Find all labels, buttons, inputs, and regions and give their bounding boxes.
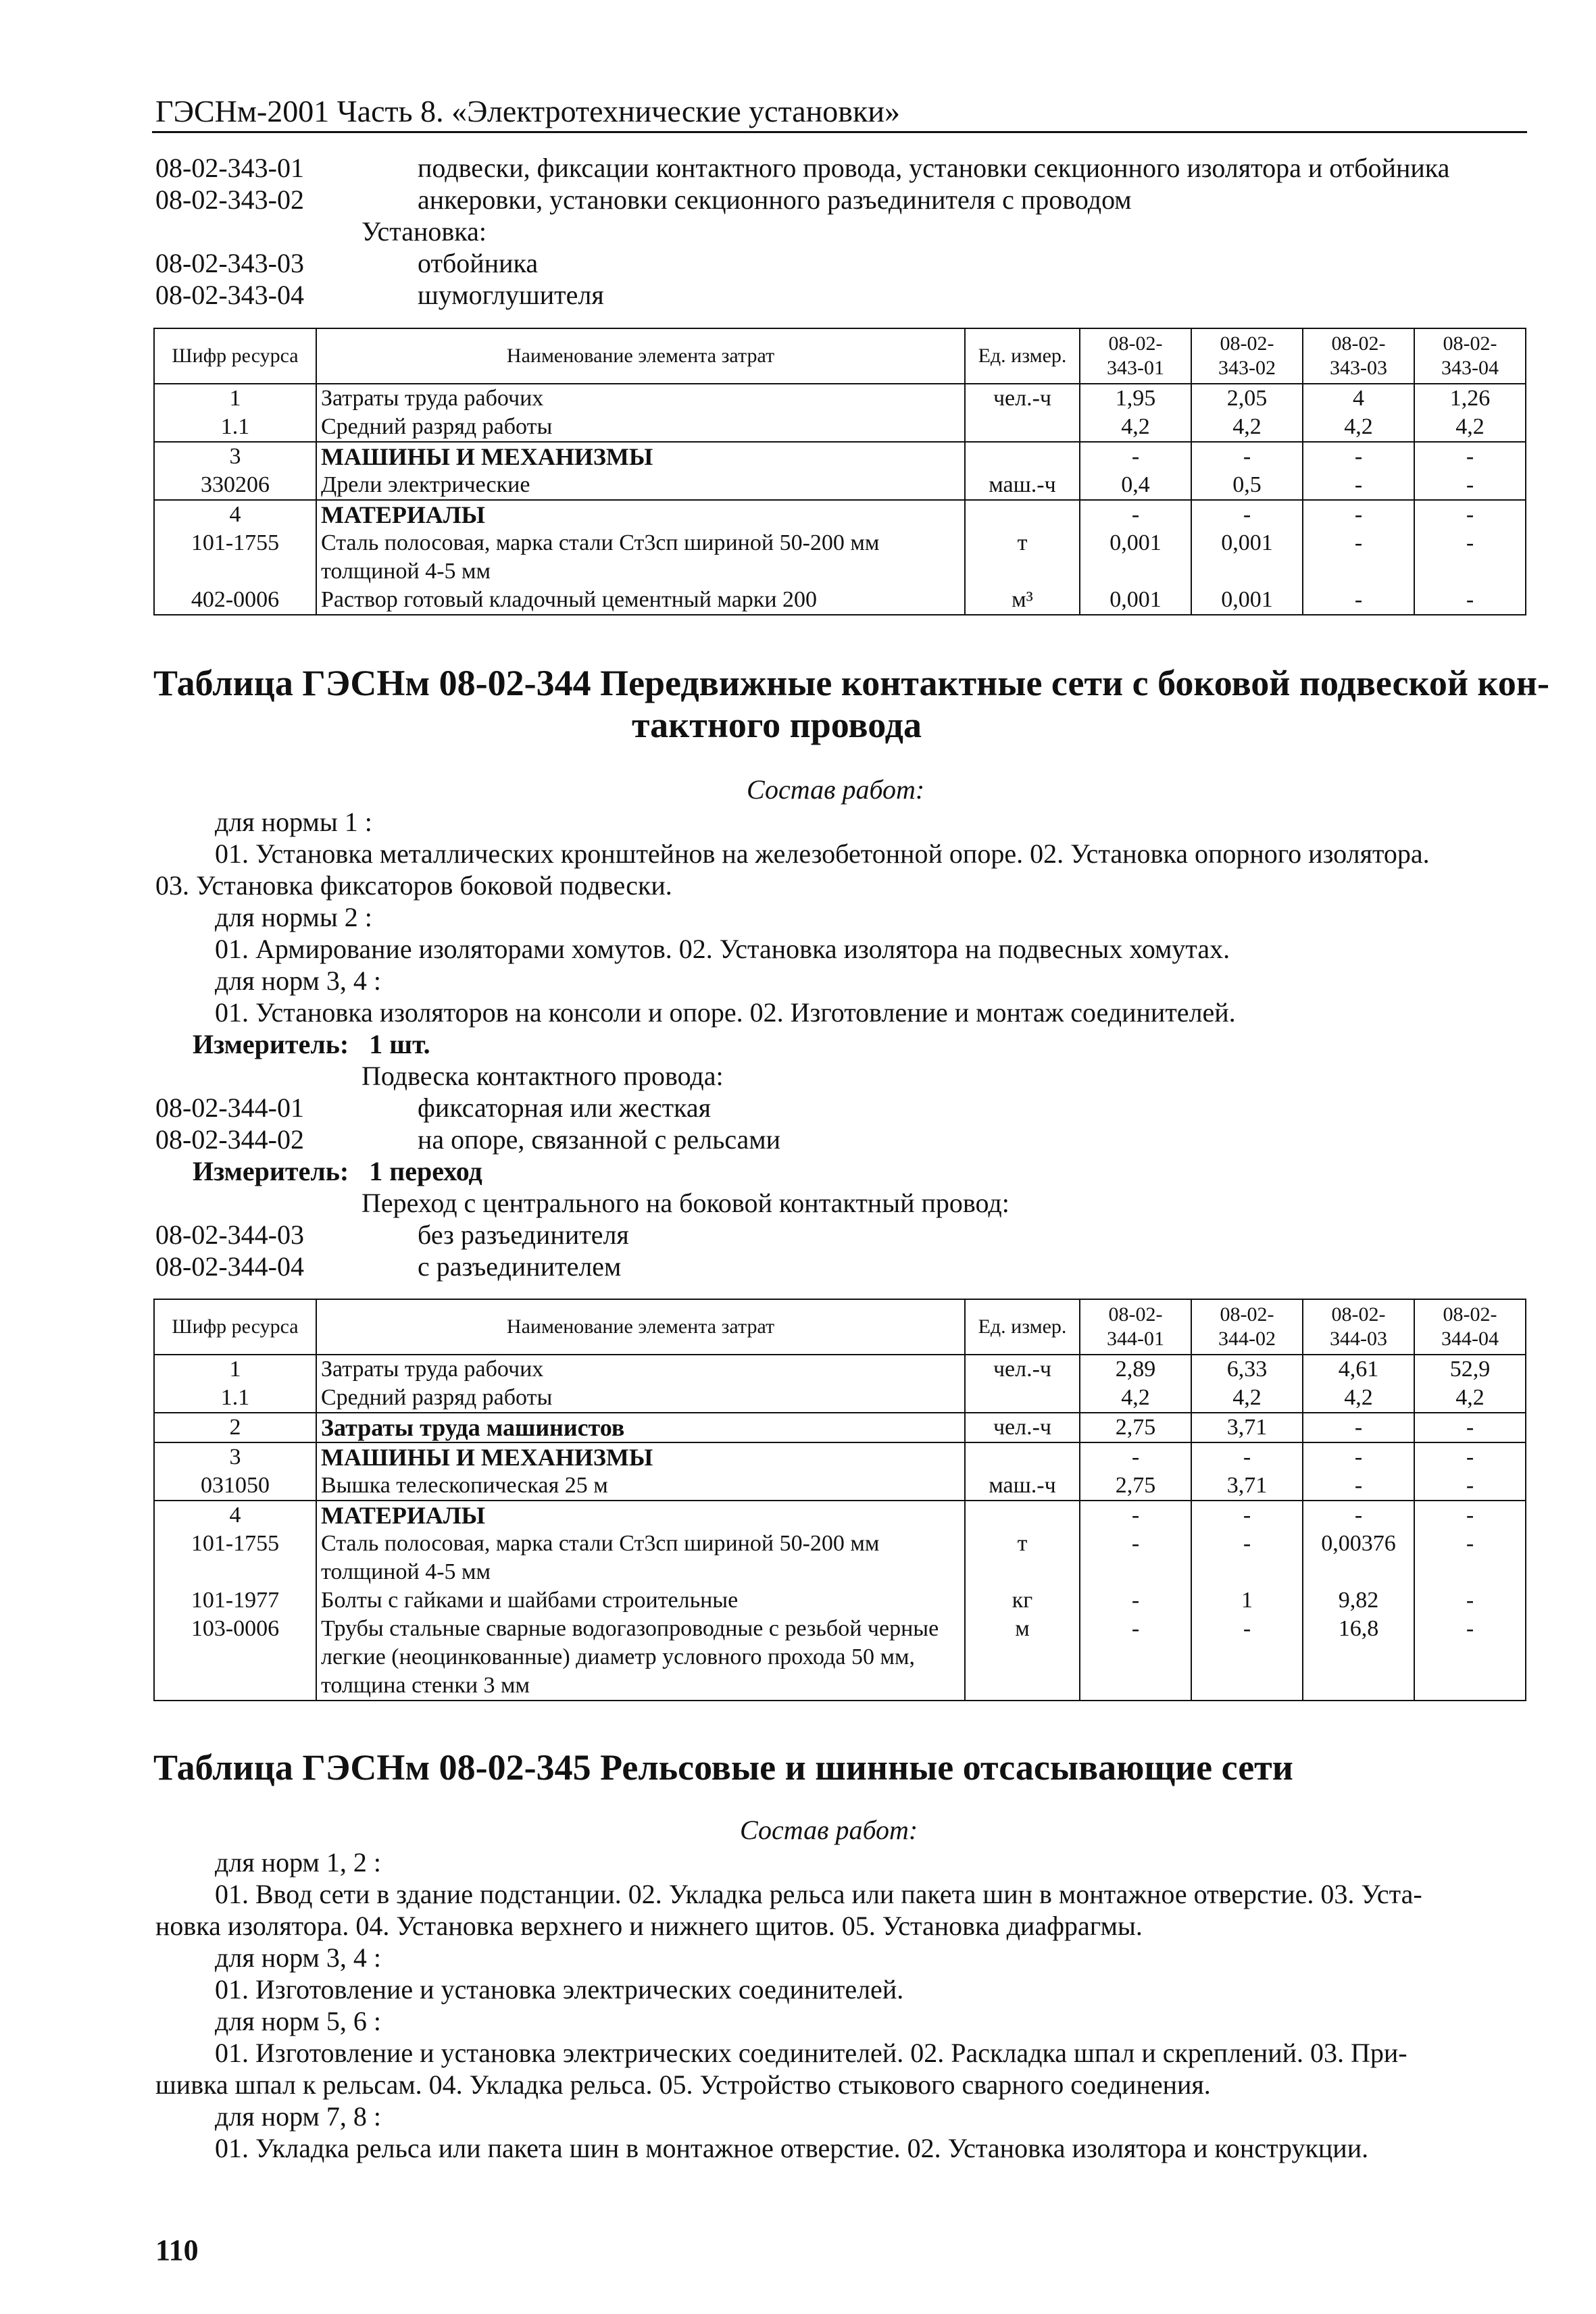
works-line: 01. Армирование изоляторами хомутов. 02. Установка изолятора на подвесных хомутах.	[215, 934, 1230, 964]
works-line: 01. Изготовление и установка электрических соединителей.	[215, 1974, 904, 2005]
cell-name: Затраты труда рабочих	[316, 384, 965, 413]
cell-norm-4: -	[1414, 442, 1526, 471]
table-title-344-line1: Таблица ГЭСНм 08-02-344 Передвижные контактные сети с боковой подвеской кон-	[153, 663, 1550, 703]
meter-label: Измеритель: 1 шт.	[193, 1029, 430, 1059]
cell-norm-2: -	[1191, 1442, 1303, 1472]
cell-code: 1.1	[154, 413, 316, 442]
cell-code: 1	[154, 1355, 316, 1384]
cell-norm-3: -	[1303, 1472, 1414, 1501]
col-header-code: Шифр ресурса	[154, 328, 316, 384]
cell-name: Раствор готовый кладочный цементный марки 200	[316, 586, 965, 615]
cell-norm-3: -	[1303, 1501, 1414, 1530]
cell-norm-3: 0,00376	[1303, 1530, 1414, 1586]
cell-norm-1: 0,001	[1080, 529, 1191, 586]
table-row	[154, 1501, 1526, 1530]
resource-table-344	[153, 1299, 1526, 1701]
col-header-unit: Ед. измер.	[965, 328, 1080, 384]
norm-description: с разъединителем	[418, 1251, 622, 1282]
table-row	[154, 1586, 1526, 1615]
cell-norm-1: -	[1080, 442, 1191, 471]
cell-norm-3: 4,2	[1303, 1384, 1414, 1413]
norm-description: отбойника	[418, 248, 539, 278]
col-header-unit: Ед. измер.	[965, 1299, 1080, 1355]
works-line: 01. Укладка рельса или пакета шин в монтажное отверстие. 02. Установка изолятора и конструкции.	[215, 2133, 1369, 2163]
cell-name: Средний разряд работы	[316, 1384, 965, 1413]
resource-table-343	[153, 328, 1526, 615]
cell-name: Сталь полосовая, марка стали Ст3сп шириной 50-200 мм толщиной 4-5 мм	[316, 529, 965, 586]
cell-norm-1: -	[1080, 1530, 1191, 1586]
table-row	[154, 1615, 1526, 1701]
cell-unit	[965, 442, 1080, 471]
cell-code: 1	[154, 384, 316, 413]
cell-unit	[965, 500, 1080, 529]
cell-norm-1: 4,2	[1080, 413, 1191, 442]
cell-norm-4: -	[1414, 1472, 1526, 1501]
table-title-344-line2: тактного провода	[632, 705, 922, 745]
norm-code: 08-02-343-01	[155, 153, 304, 183]
works-line: 01. Ввод сети в здание подстанции. 02. Укладка рельса или пакета шин в монтажное отверстие. 03. Уста-	[215, 1879, 1422, 1909]
norm-code: 08-02-344-02	[155, 1124, 304, 1155]
works-line: 01. Изготовление и установка электрических соединителей. 02. Раскладка шпал и скреплений. 03. При-	[215, 2038, 1407, 2068]
cell-unit	[965, 1501, 1080, 1530]
table-row	[154, 1530, 1526, 1586]
col-header-norm: 08-02- 343-03	[1303, 328, 1414, 384]
cell-unit	[965, 1442, 1080, 1472]
cell-unit: кг	[965, 1586, 1080, 1615]
norm-code: 08-02-343-04	[155, 280, 304, 310]
works-line: для норм 7, 8 :	[215, 2101, 381, 2132]
meter-label: Измеритель: 1 переход	[193, 1156, 482, 1186]
norm-code: 08-02-344-01	[155, 1092, 304, 1123]
cell-name: МАТЕРИАЛЫ	[316, 500, 965, 529]
cell-norm-3: -	[1303, 442, 1414, 471]
header-rule	[152, 131, 1527, 133]
col-header-norm: 08-02- 344-03	[1303, 1299, 1414, 1355]
cell-norm-2: -	[1191, 1615, 1303, 1701]
cell-code: 4	[154, 500, 316, 529]
cell-code: 103-0006	[154, 1615, 316, 1701]
table-row	[154, 1472, 1526, 1501]
cell-name: Затраты труда машинистов	[316, 1413, 965, 1442]
cell-unit: маш.-ч	[965, 1472, 1080, 1501]
cell-norm-4: -	[1414, 586, 1526, 615]
composition-label: Состав работ:	[747, 774, 925, 805]
cell-name: Трубы стальные сварные водогазопроводные с резьбой черные легкие (неоцинкованные) диаметр условного прохода 50 мм, толщина стенки 3 мм	[316, 1615, 965, 1701]
cell-norm-2: -	[1191, 442, 1303, 471]
cell-norm-4: -	[1414, 1442, 1526, 1472]
table-row	[154, 1442, 1526, 1472]
norm-description: шумоглушителя	[418, 280, 604, 310]
cell-norm-2: 0,001	[1191, 529, 1303, 586]
cell-norm-4: -	[1414, 471, 1526, 500]
norm-code: 08-02-344-04	[155, 1251, 304, 1282]
cell-code: 031050	[154, 1472, 316, 1501]
page-number: 110	[155, 2234, 199, 2267]
cell-name: Затраты труда рабочих	[316, 1355, 965, 1384]
cell-norm-4: 52,9	[1414, 1355, 1526, 1384]
cell-unit: м³	[965, 586, 1080, 615]
table-title-345: Таблица ГЭСНм 08-02-345 Рельсовые и шинные отсасывающие сети	[153, 1747, 1293, 1788]
norm-code: 08-02-343-03	[155, 248, 304, 278]
cell-norm-4: -	[1414, 1530, 1526, 1586]
cell-norm-1: -	[1080, 1501, 1191, 1530]
composition-label: Состав работ:	[740, 1815, 918, 1845]
cell-name: Болты с гайками и шайбами строительные	[316, 1586, 965, 1615]
cell-norm-1: 2,75	[1080, 1413, 1191, 1442]
cell-norm-2: 3,71	[1191, 1413, 1303, 1442]
cell-code: 101-1977	[154, 1586, 316, 1615]
cell-name: Средний разряд работы	[316, 413, 965, 442]
running-header: ГЭСНм-2001 Часть 8. «Электротехнические установки»	[155, 94, 900, 128]
cell-name: Сталь полосовая, марка стали Ст3сп шириной 50-200 мм толщиной 4-5 мм	[316, 1530, 965, 1586]
cell-norm-3: 4,2	[1303, 413, 1414, 442]
cell-norm-3: 4	[1303, 384, 1414, 413]
cell-norm-3: -	[1303, 586, 1414, 615]
works-line: для норм 1, 2 :	[215, 1847, 381, 1878]
col-header-norm: 08-02- 344-04	[1414, 1299, 1526, 1355]
cell-norm-3: 4,61	[1303, 1355, 1414, 1384]
table-row	[154, 529, 1526, 586]
table-header-row	[154, 1299, 1526, 1355]
cell-norm-3: -	[1303, 500, 1414, 529]
cell-norm-2: -	[1191, 1530, 1303, 1586]
works-line: 01. Установка изоляторов на консоли и опоре. 02. Изготовление и монтаж соединителей.	[215, 997, 1236, 1028]
cell-norm-2: 6,33	[1191, 1355, 1303, 1384]
cell-norm-4: 4,2	[1414, 1384, 1526, 1413]
norm-description: на опоре, связанной с рельсами	[418, 1124, 781, 1155]
cell-unit: чел.-ч	[965, 1413, 1080, 1442]
cell-code: 2	[154, 1413, 316, 1442]
cell-code: 101-1755	[154, 529, 316, 586]
cell-unit: маш.-ч	[965, 471, 1080, 500]
cell-norm-1: 4,2	[1080, 1384, 1191, 1413]
cell-unit: т	[965, 1530, 1080, 1586]
table-row	[154, 1355, 1526, 1384]
cell-norm-1: -	[1080, 1586, 1191, 1615]
cell-unit: чел.-ч	[965, 384, 1080, 413]
col-header-norm: 08-02- 343-02	[1191, 328, 1303, 384]
cell-norm-1: 1,95	[1080, 384, 1191, 413]
cell-norm-1: 2,89	[1080, 1355, 1191, 1384]
cell-norm-2: 0,001	[1191, 586, 1303, 615]
works-line: 03. Установка фиксаторов боковой подвески.	[155, 870, 672, 901]
cell-norm-1: -	[1080, 1615, 1191, 1701]
cell-code: 3	[154, 1442, 316, 1472]
norm-description: анкеровки, установки секционного разъединителя с проводом	[418, 184, 1132, 215]
cell-norm-3: -	[1303, 1442, 1414, 1472]
cell-norm-1: 0,001	[1080, 586, 1191, 615]
cell-norm-4: 4,2	[1414, 413, 1526, 442]
works-line: новка изолятора. 04. Установка верхнего и нижнего щитов. 05. Установка диафрагмы.	[155, 1911, 1143, 1941]
table-row	[154, 471, 1526, 500]
works-line: для норм 3, 4 :	[215, 965, 381, 996]
cell-norm-1: 0,4	[1080, 471, 1191, 500]
cell-norm-4: -	[1414, 1615, 1526, 1701]
cell-norm-3: -	[1303, 471, 1414, 500]
norm-code: 08-02-343-02	[155, 184, 304, 215]
cell-norm-3: -	[1303, 1413, 1414, 1442]
cell-name: МАТЕРИАЛЫ	[316, 1501, 965, 1530]
works-line: для норм 5, 6 :	[215, 2006, 381, 2036]
cell-name: МАШИНЫ И МЕХАНИЗМЫ	[316, 442, 965, 471]
norm-subheading: Переход с центрального на боковой контактный провод:	[361, 1188, 1009, 1218]
table-row	[154, 500, 1526, 529]
cell-norm-2: 2,05	[1191, 384, 1303, 413]
cell-code: 101-1755	[154, 1530, 316, 1586]
col-header-name: Наименование элемента затрат	[316, 1299, 965, 1355]
cell-code: 1.1	[154, 1384, 316, 1413]
norm-description: без разъединителя	[418, 1219, 629, 1250]
cell-norm-4: -	[1414, 1413, 1526, 1442]
works-line: для норм 3, 4 :	[215, 1942, 381, 1973]
norm-subheading: Установка:	[361, 216, 487, 247]
col-header-norm: 08-02- 343-01	[1080, 328, 1191, 384]
table-row	[154, 384, 1526, 413]
cell-name: Вышка телескопическая 25 м	[316, 1472, 965, 1501]
table-row	[154, 442, 1526, 471]
cell-unit	[965, 413, 1080, 442]
table-header-row	[154, 328, 1526, 384]
norm-subheading: Подвеска контактного провода:	[361, 1061, 724, 1091]
cell-norm-3: 16,8	[1303, 1615, 1414, 1701]
cell-unit: м	[965, 1615, 1080, 1701]
cell-code: 3	[154, 442, 316, 471]
cell-norm-3: -	[1303, 529, 1414, 586]
cell-norm-4: 1,26	[1414, 384, 1526, 413]
col-header-name: Наименование элемента затрат	[316, 328, 965, 384]
cell-unit: чел.-ч	[965, 1355, 1080, 1384]
norm-code: 08-02-344-03	[155, 1219, 304, 1250]
table-row	[154, 1413, 1526, 1442]
works-line: для нормы 2 :	[215, 902, 372, 932]
table-row	[154, 413, 1526, 442]
norm-description: подвески, фиксации контактного провода, установки секционного изолятора и отбойника	[418, 153, 1450, 183]
cell-norm-2: -	[1191, 500, 1303, 529]
col-header-norm: 08-02- 344-01	[1080, 1299, 1191, 1355]
cell-norm-2: 0,5	[1191, 471, 1303, 500]
cell-norm-1: -	[1080, 1442, 1191, 1472]
works-line: для нормы 1 :	[215, 807, 372, 837]
cell-norm-2: 4,2	[1191, 1384, 1303, 1413]
cell-norm-2: 1	[1191, 1586, 1303, 1615]
cell-norm-2: -	[1191, 1501, 1303, 1530]
cell-norm-4: -	[1414, 1586, 1526, 1615]
cell-unit: т	[965, 529, 1080, 586]
cell-norm-4: -	[1414, 500, 1526, 529]
cell-norm-3: 9,82	[1303, 1586, 1414, 1615]
table-row	[154, 1384, 1526, 1413]
works-line: шивка шпал к рельсам. 04. Укладка рельса. 05. Устройство стыкового сварного соединения.	[155, 2069, 1211, 2100]
cell-name: МАШИНЫ И МЕХАНИЗМЫ	[316, 1442, 965, 1472]
cell-code: 330206	[154, 471, 316, 500]
cell-code: 4	[154, 1501, 316, 1530]
cell-name: Дрели электрические	[316, 471, 965, 500]
col-header-norm: 08-02- 343-04	[1414, 328, 1526, 384]
cell-norm-2: 3,71	[1191, 1472, 1303, 1501]
norm-description: фиксаторная или жесткая	[418, 1092, 712, 1123]
cell-unit	[965, 1384, 1080, 1413]
cell-norm-1: 2,75	[1080, 1472, 1191, 1501]
cell-code: 402-0006	[154, 586, 316, 615]
col-header-norm: 08-02- 344-02	[1191, 1299, 1303, 1355]
cell-norm-4: -	[1414, 529, 1526, 586]
col-header-code: Шифр ресурса	[154, 1299, 316, 1355]
works-line: 01. Установка металлических кронштейнов на железобетонной опоре. 02. Установка опорного изолятора.	[215, 838, 1430, 869]
cell-norm-2: 4,2	[1191, 413, 1303, 442]
table-row	[154, 586, 1526, 615]
cell-norm-1: -	[1080, 500, 1191, 529]
cell-norm-4: -	[1414, 1501, 1526, 1530]
